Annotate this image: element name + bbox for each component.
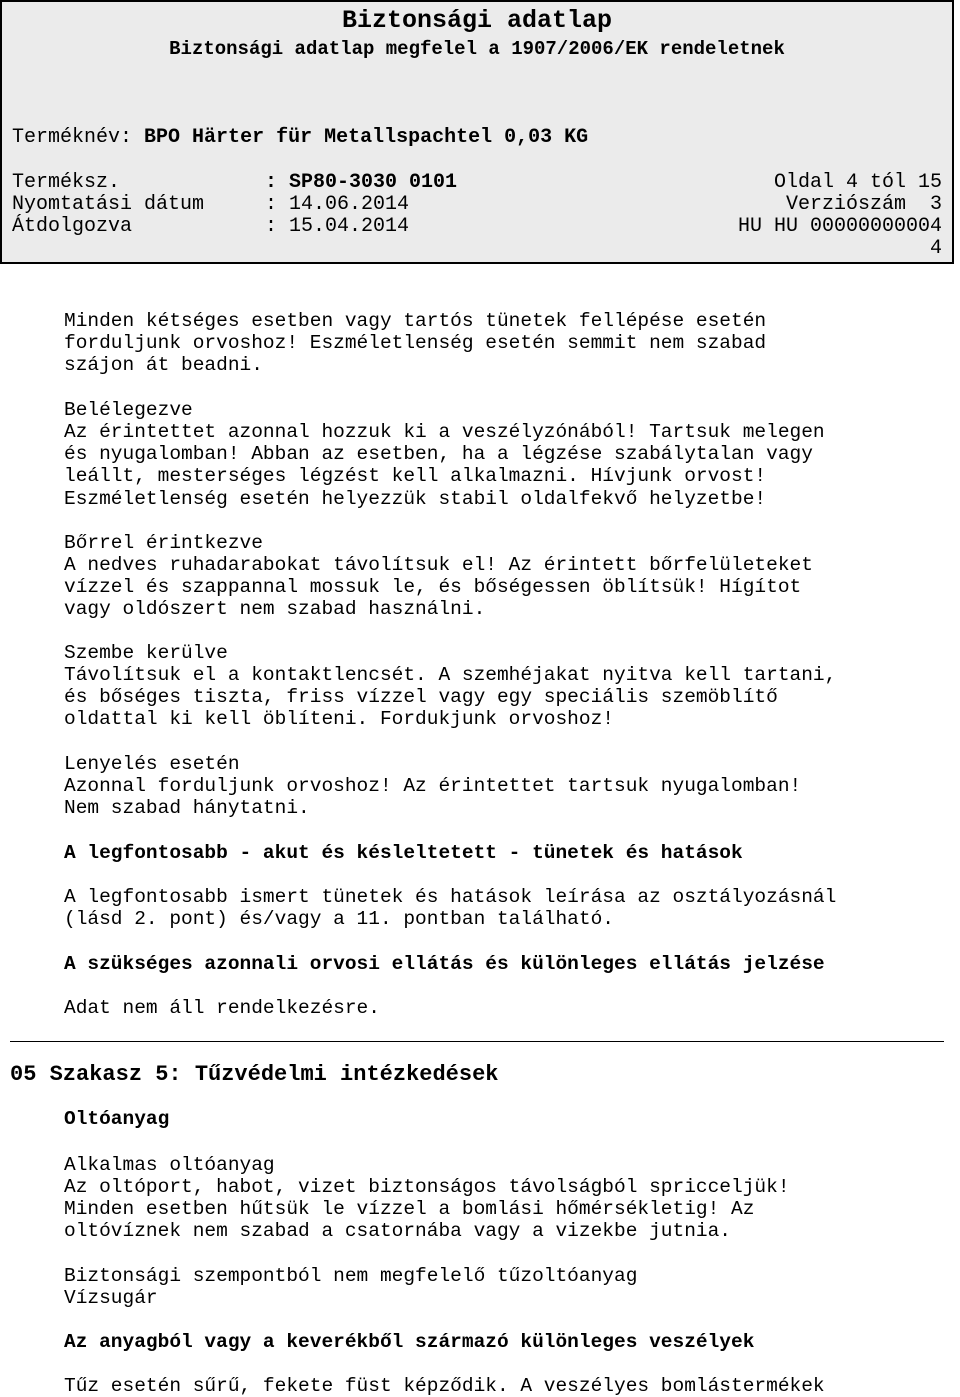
extinguishing-media-heading: Oltóanyag	[64, 1108, 170, 1130]
symptoms-heading: A legfontosabb - akut és késleltetett - tünetek és hatások	[64, 842, 743, 864]
product-name-line	[12, 126, 588, 150]
inhalation-text: Az érintettet azonnal hozzuk ki a veszélyzónából! Tartsuk melegen és nyugalomban! Abban az esetben, ha a légzése szabálytalan vagy leállt, mesterséges légzést kell alkalmazni. Hívjunk orvost! Eszméletlenség esetén helyezzük stabil oldalfekvő helyzetbe!	[64, 421, 825, 510]
medical-attention-heading: A szükséges azonnali orvosi ellátás és különleges ellátás jelzése	[64, 953, 825, 975]
revised-label: Átdolgozva	[12, 215, 133, 238]
eye-contact-title: Szembe kerülve	[64, 642, 228, 664]
unsuitable-media-text: Vízsugár	[64, 1287, 158, 1309]
ingestion-title: Lenyelés esetén	[64, 753, 240, 775]
page-indicator: Oldal 4 tól 15	[773, 171, 942, 194]
special-hazards-text: Tűz esetén sűrű, fekete füst képződik. A veszélyes bomlástermékek	[64, 1375, 825, 1397]
revised-value: : 15.04.2014	[265, 215, 410, 238]
suitable-media-title: Alkalmas oltóanyag	[64, 1154, 275, 1176]
skin-contact-text: A nedves ruhadarabokat távolítsuk el! Az érintett bőrfelületeket vízzel és szappannal mossuk le, és bőségessen öblítsük! Hígítot vagy oldószert nem szabad használni.	[64, 554, 813, 621]
general-advice: Minden kétséges esetben vagy tartós tünetek fellépése esetén forduljunk orvoshoz! Eszméletlenség esetén semmit nem szabad szájon át beadni.	[64, 310, 767, 377]
symptoms-text: A legfontosabb ismert tünetek és hatások leírása az osztályozásnál (lásd 2. pont) és/vagy a 11. pontban található.	[64, 886, 837, 931]
print-date-value: : 14.06.2014	[265, 193, 410, 216]
product-name-label: Terméknév:	[12, 126, 133, 149]
print-date-label: Nyomtatási dátum	[12, 193, 205, 216]
product-number-value: : SP80-3030 0101	[265, 171, 458, 194]
ingestion-text: Azonnal forduljunk orvoshoz! Az érintettet tartsuk nyugalomban! Nem szabad hánytatni.	[64, 775, 802, 820]
section-5-title: 05 Szakasz 5: Tűzvédelmi intézkedések	[10, 1062, 499, 1087]
skin-contact-title: Bőrrel érintkezve	[64, 532, 263, 554]
inhalation-title: Belélegezve	[64, 399, 193, 421]
document-code: HU HU 00000000004	[737, 215, 942, 238]
product-number-label: Terméksz.	[12, 171, 121, 194]
document-code-extra: 4	[929, 237, 942, 260]
version-number: Verziószám 3	[785, 193, 942, 216]
document-title: Biztonsági adatlap	[341, 6, 613, 35]
product-name-value: BPO Härter für Metallspachtel 0,03 KG	[144, 126, 589, 149]
section-divider	[10, 1041, 944, 1042]
unsuitable-media-title: Biztonsági szempontból nem megfelelő tűzoltóanyag	[64, 1265, 638, 1287]
document-subtitle: Biztonsági adatlap megfelel a 1907/2006/EK rendeletnek	[169, 38, 785, 60]
suitable-media-text: Az oltóport, habot, vizet biztonságos távolságból spricceljük! Minden esetben hűtsük le vízzel a bomlási hőmérsékletig! Az oltóvíznek nem szabad a csatornába vagy a vizekbe jutnia.	[64, 1176, 790, 1243]
special-hazards-heading: Az anyagból vagy a keverékből származó különleges veszélyek	[64, 1331, 755, 1353]
document-header	[0, 0, 954, 264]
eye-contact-text: Távolítsuk el a kontaktlencsét. A szemhéjakat nyitva kell tartani, és bőséges tiszta, friss vízzel vagy egy speciális szemöblítő oldattal ki kell öblíteni. Fordukjunk orvoshoz!	[64, 664, 837, 731]
medical-attention-text: Adat nem áll rendelkezésre.	[64, 997, 380, 1019]
